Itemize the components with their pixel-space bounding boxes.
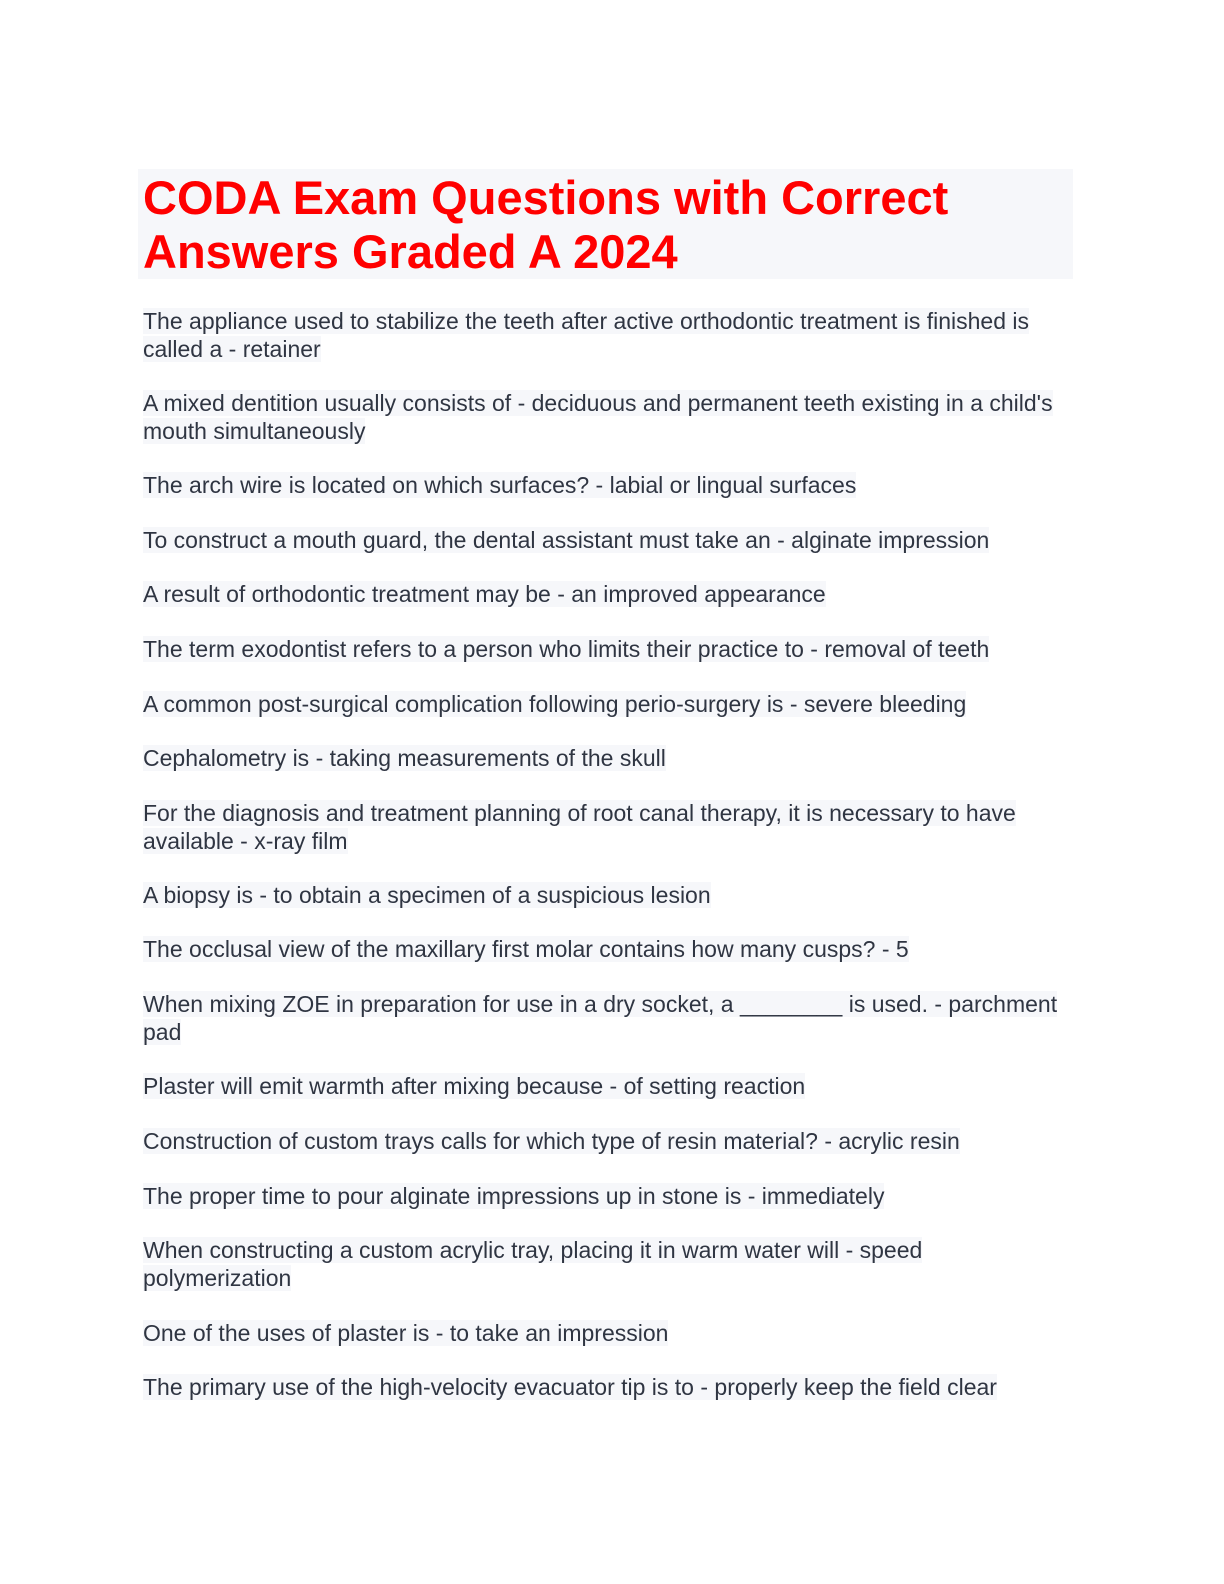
qa-item: When mixing ZOE in preparation for use in a dry socket, a ________ is used. - parchment pad (143, 991, 1058, 1045)
document-title: CODA Exam Questions with Correct Answers Graded A 2024 (143, 171, 949, 278)
qa-item: The arch wire is located on which surfaces? - labial or lingual surfaces (143, 472, 857, 498)
qa-item: A result of orthodontic treatment may be - an improved appearance (143, 581, 826, 607)
qa-item: When constructing a custom acrylic tray, placing it in warm water will - speed polymerization (143, 1237, 923, 1291)
qa-item: For the diagnosis and treatment planning of root canal therapy, it is necessary to have available - x-ray film (143, 800, 1016, 854)
qa-item: Plaster will emit warmth after mixing because - of setting reaction (143, 1073, 806, 1099)
qa-item: The primary use of the high-velocity evacuator tip is to - properly keep the field clear (143, 1374, 997, 1400)
qa-item: The term exodontist refers to a person who limits their practice to - removal of teeth (143, 636, 990, 662)
qa-item: To construct a mouth guard, the dental assistant must take an - alginate impression (143, 527, 990, 553)
qa-item: A common post-surgical complication following perio-surgery is - severe bleeding (143, 691, 967, 717)
title-block (138, 169, 1073, 279)
qa-item: Construction of custom trays calls for which type of resin material? - acrylic resin (143, 1128, 960, 1154)
qa-item: The appliance used to stabilize the teeth after active orthodontic treatment is finished is called a - retainer (143, 308, 1030, 362)
qa-item: One of the uses of plaster is - to take an impression (143, 1320, 669, 1346)
qa-item: A biopsy is - to obtain a specimen of a suspicious lesion (143, 882, 711, 908)
qa-item: A mixed dentition usually consists of - deciduous and permanent teeth existing in a child's mouth simultaneously (143, 390, 1053, 444)
qa-item: The proper time to pour alginate impressions up in stone is - immediately (143, 1183, 885, 1209)
qa-item: Cephalometry is - taking measurements of the skull (143, 745, 666, 771)
qa-item: The occlusal view of the maxillary first molar contains how many cusps? - 5 (143, 936, 909, 962)
